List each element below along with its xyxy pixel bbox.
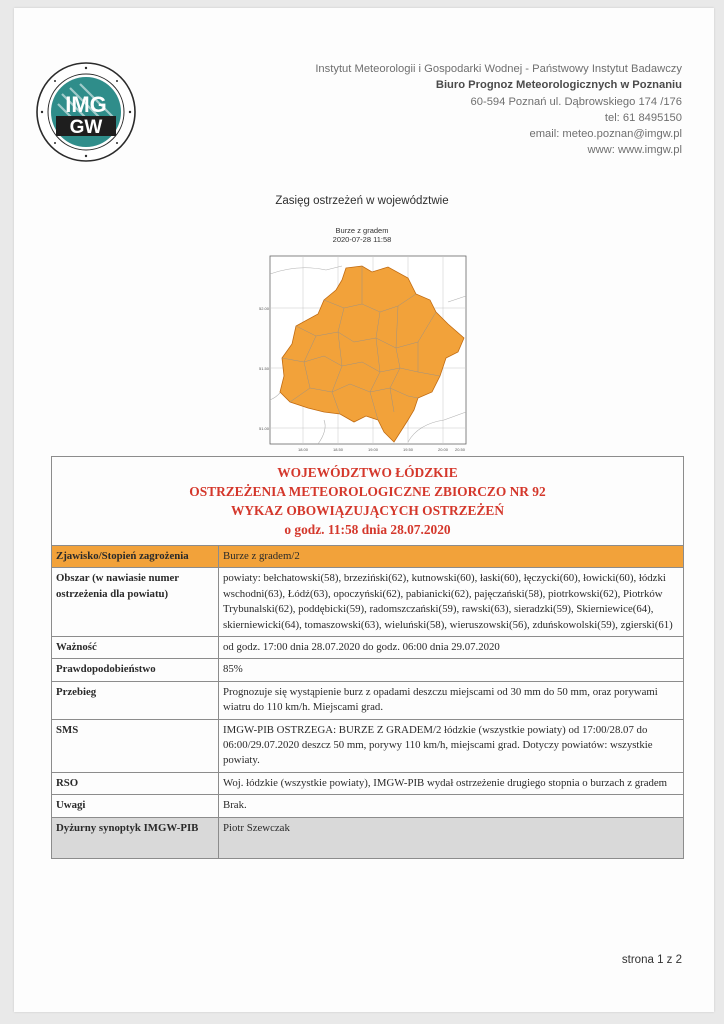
row-label-probability: Prawdopodobieństwo bbox=[52, 659, 219, 681]
title-warnings: OSTRZEŻENIA METEOROLOGICZNE ZBIORCZO NR 92 bbox=[189, 484, 546, 499]
row-value-sms: IMGW-PIB OSTRZEGA: BURZE Z GRADEM/2 łódzkie (wszystkie powiaty) od 17:00/28.07 do 06:00/29.07.2020 deszcz 50 mm, porywy 110 km/h, miejscami grad. Dotyczy powiatów: wszystkie powiaty. bbox=[219, 719, 684, 772]
lon-label: 19.50 bbox=[402, 447, 414, 452]
lat-label: 51.50 bbox=[259, 366, 270, 371]
table-row bbox=[52, 817, 684, 858]
row-label-validity: Ważność bbox=[52, 637, 219, 659]
lon-label: 20.50 bbox=[454, 447, 465, 452]
lon-label: 19.00 bbox=[367, 447, 379, 452]
lon-label: 20.00 bbox=[437, 447, 449, 452]
warning-table bbox=[51, 456, 684, 859]
lat-label: 52.00 bbox=[259, 306, 270, 311]
table-row bbox=[52, 719, 684, 772]
table-row bbox=[52, 568, 684, 637]
row-label-notes: Uwagi bbox=[52, 795, 219, 817]
table-row bbox=[52, 637, 684, 659]
row-value-rso: Woj. łódzkie (wszystkie powiaty), IMGW-PIB wydał ostrzeżenie drugiego stopnia o burzach z gradem bbox=[219, 772, 684, 794]
row-value-area: powiaty: bełchatowski(58), brzeziński(62), kutnowski(60), łaski(60), łęczycki(60), łowicki(60), łódzki wschodni(63), Łódź(63), opoczyński(62), pabianicki(62), pajęczański(58), piotrkowski(62), Piotrków Trybunalski(62), poddębicki(59), radomszczański(59), rawski(63), sieradzki(59), Skierniewice(64), skierniewicki(64), tomaszowski(63), wieluński(58), wieruszowski(56), zduńskowolski(59), zgierski(61) bbox=[219, 568, 684, 637]
row-label-area: Obszar (w nawiasie numer ostrzeżenia dla powiatu) bbox=[52, 568, 219, 637]
logo-text-top: IMG bbox=[65, 92, 107, 117]
map-title: Zasięg ostrzeżeń w województwie bbox=[275, 195, 449, 207]
map-phenomenon: Burze z gradem bbox=[335, 226, 389, 235]
office-email[interactable]: email: meteo.poznan@imgw.pl bbox=[529, 128, 682, 141]
row-label-phenomenon: Zjawisko/Stopień zagrożenia bbox=[52, 546, 219, 568]
institute-name: Instytut Meteorologii i Gospodarki Wodnej - Państwowy Instytut Badawczy bbox=[315, 63, 682, 75]
row-label-course: Przebieg bbox=[52, 681, 219, 719]
imgw-logo bbox=[34, 60, 138, 164]
row-value-validity: od godz. 17:00 dnia 28.07.2020 do godz. 06:00 dnia 29.07.2020 bbox=[219, 637, 684, 659]
row-value-course: Prognozuje się wystąpienie burz z opadami deszczu miejscami od 30 mm do 50 mm, oraz porywami wiatru do 110 km/h. Miejscami grad. bbox=[219, 681, 684, 719]
lon-label: 18.50 bbox=[332, 447, 344, 452]
table-row bbox=[52, 795, 684, 817]
map-subtitle bbox=[312, 226, 412, 244]
row-label-rso: RSO bbox=[52, 772, 219, 794]
table-title-row bbox=[52, 457, 684, 546]
title-list: WYKAZ OBOWIĄZUJĄCYCH OSTRZEŻEŃ bbox=[230, 503, 505, 518]
warning-map bbox=[258, 252, 470, 457]
title-time: o godz. 11:58 dnia 28.07.2020 bbox=[284, 522, 451, 537]
table-row bbox=[52, 772, 684, 794]
row-label-sms: SMS bbox=[52, 719, 219, 772]
row-label-forecaster: Dyżurny synoptyk IMGW-PIB bbox=[52, 817, 219, 858]
title-voivodeship: WOJEWÓDZTWO ŁÓDZKIE bbox=[277, 465, 458, 480]
lon-label: 18.00 bbox=[297, 447, 309, 452]
table-title bbox=[52, 457, 684, 546]
table-row bbox=[52, 659, 684, 681]
table-row bbox=[52, 681, 684, 719]
institute-header bbox=[315, 61, 682, 159]
row-value-forecaster: Piotr Szewczak bbox=[219, 817, 684, 858]
logo-text-bottom: GW bbox=[69, 117, 103, 138]
office-website[interactable]: www: www.imgw.pl bbox=[587, 144, 682, 157]
office-address: 60-594 Poznań ul. Dąbrowskiego 174 /176 bbox=[470, 95, 682, 108]
page-number: strona 1 z 2 bbox=[621, 954, 682, 966]
row-value-probability: 85% bbox=[219, 659, 684, 681]
row-value-notes: Brak. bbox=[219, 795, 684, 817]
office-name: Biuro Prognoz Meteorologicznych w Poznaniu bbox=[435, 79, 682, 92]
map-datetime: 2020-07-28 11:58 bbox=[332, 235, 392, 244]
table-row bbox=[52, 546, 684, 568]
row-value-phenomenon: Burze z gradem/2 bbox=[219, 546, 684, 568]
office-phone: tel: 61 8495150 bbox=[604, 111, 682, 124]
lat-label: 51.00 bbox=[259, 426, 270, 431]
